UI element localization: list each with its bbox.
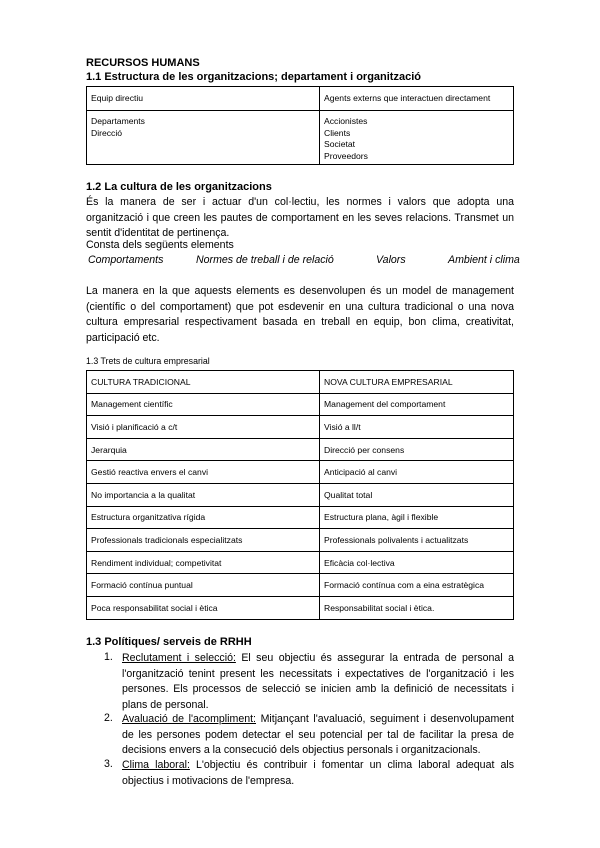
section-1-1-heading: 1.1 Estructura de les organitzacions; departament i organització xyxy=(86,71,421,83)
culture-table-row xyxy=(87,551,514,574)
culture-table-row xyxy=(87,371,514,394)
structure-item: Direcció xyxy=(91,127,123,138)
culture-cell-new: NOVA CULTURA EMPRESARIAL xyxy=(320,371,514,394)
table-caption: 1.3 Trets de cultura empresarial xyxy=(86,356,210,366)
culture-cell-traditional: CULTURA TRADICIONAL xyxy=(87,371,320,394)
culture-cell-traditional: Formació contínua puntual xyxy=(87,574,320,597)
elements-intro: Consta dels següents elements xyxy=(86,239,234,251)
element-item: Valors xyxy=(376,254,406,266)
structure-header-right: Agents externs que interactuen directament xyxy=(320,87,514,111)
culture-table-row xyxy=(87,416,514,439)
management-paragraph: La manera en la que aquests elements es desenvolupen és un model de management (científic o del comportament) que pot esdevenir en una cultura tradicional o una nova cultura empresarial respectivament basada en treball en equip, bon clima, creativitat, participació etc. xyxy=(86,285,514,344)
structure-item: Accionistes xyxy=(324,116,368,126)
structure-item: Clients xyxy=(324,127,351,138)
list-item xyxy=(122,651,514,713)
culture-table-row xyxy=(87,596,514,619)
culture-cell-new: Professionals polivalents i actualitzats xyxy=(320,529,514,552)
list-item-text: El seu objectiu és assegurar la entrada de personal a l'organització tenint present les necessitats i expectatives de l'organització i les persones. Els processos de selecció se inicien amb la definició de necessitats i plans de personal. xyxy=(122,652,514,711)
section-policies-heading: 1.3 Polítiques/ serveis de RRHH xyxy=(86,636,252,648)
culture-cell-new: Management del comportament xyxy=(320,393,514,416)
list-item xyxy=(122,758,514,789)
list-number: 2. xyxy=(104,712,113,724)
document-title: RECURSOS HUMANS xyxy=(86,57,200,69)
list-number: 1. xyxy=(104,651,113,663)
culture-cell-new: Visió a ll/t xyxy=(320,416,514,439)
element-item: Comportaments xyxy=(88,254,164,266)
culture-table-row xyxy=(87,483,514,506)
list-item xyxy=(122,712,514,759)
culture-cell-traditional: Rendiment individual; competivitat xyxy=(87,551,320,574)
culture-table-row xyxy=(87,506,514,529)
culture-cell-traditional: Jerarquia xyxy=(87,438,320,461)
culture-cell-new: Eficàcia col·lectiva xyxy=(320,551,514,574)
culture-cell-traditional: No importancia a la qualitat xyxy=(87,483,320,506)
structure-cell-right xyxy=(320,111,514,165)
culture-cell-traditional: Estructura organitzativa rígida xyxy=(87,506,320,529)
culture-cell-new: Direcció per consens xyxy=(320,438,514,461)
element-item: Ambient i clima xyxy=(448,254,520,266)
culture-table xyxy=(86,370,514,620)
list-number: 3. xyxy=(104,758,113,770)
list-item-title: Clima laboral: xyxy=(122,759,190,771)
structure-cell-left xyxy=(87,111,320,165)
culture-cell-traditional: Gestió reactiva envers el canvi xyxy=(87,461,320,484)
culture-cell-traditional: Visió i planificació a c/t xyxy=(87,416,320,439)
culture-table-row xyxy=(87,461,514,484)
structure-item: Departaments xyxy=(91,116,145,126)
element-item: Normes de treball i de relació xyxy=(196,254,334,266)
section-1-2-heading: 1.2 La cultura de les organitzacions xyxy=(86,181,272,193)
culture-cell-new: Responsabilitat social i ètica. xyxy=(320,596,514,619)
list-item-text: Mitjançant l'avaluació, seguiment i desenvolupament de les persones podem detectar el seu potencial per tal de facilitar la presa de decisions envers a la consecució dels objectius personals i organitzacionals. xyxy=(122,713,514,756)
structure-item: Societat xyxy=(324,139,356,149)
culture-table-row xyxy=(87,393,514,416)
culture-cell-new: Qualitat total xyxy=(320,483,514,506)
culture-cell-new: Estructura plana, àgil i flexible xyxy=(320,506,514,529)
culture-table-row xyxy=(87,529,514,552)
list-item-title: Avaluació de l'acompliment: xyxy=(122,713,257,725)
structure-item: Proveedors xyxy=(324,150,368,161)
structure-header-left: Equip directiu xyxy=(87,87,320,111)
culture-cell-new: Formació contínua com a eina estratègica xyxy=(320,574,514,597)
culture-paragraph: És la manera de ser i actuar d'un col·lectiu, les normes i valors que adopta una organització i que creen les pautes de comportament en les seves relacions. Transmet un sentit d'identitat de pertinença. xyxy=(86,196,514,239)
culture-table-row xyxy=(87,574,514,597)
culture-cell-traditional: Poca responsabilitat social i ètica xyxy=(87,596,320,619)
culture-cell-traditional: Management científic xyxy=(87,393,320,416)
culture-table-row xyxy=(87,438,514,461)
culture-cell-traditional: Professionals tradicionals especialitzats xyxy=(87,529,320,552)
list-item-text: L'objectiu és contribuir i fomentar un clima laboral adequat als objectius i motivacions de l'empresa. xyxy=(122,759,515,787)
culture-cell-new: Anticipació al canvi xyxy=(320,461,514,484)
list-item-title: Reclutament i selecció: xyxy=(122,652,236,664)
structure-table xyxy=(86,86,514,165)
